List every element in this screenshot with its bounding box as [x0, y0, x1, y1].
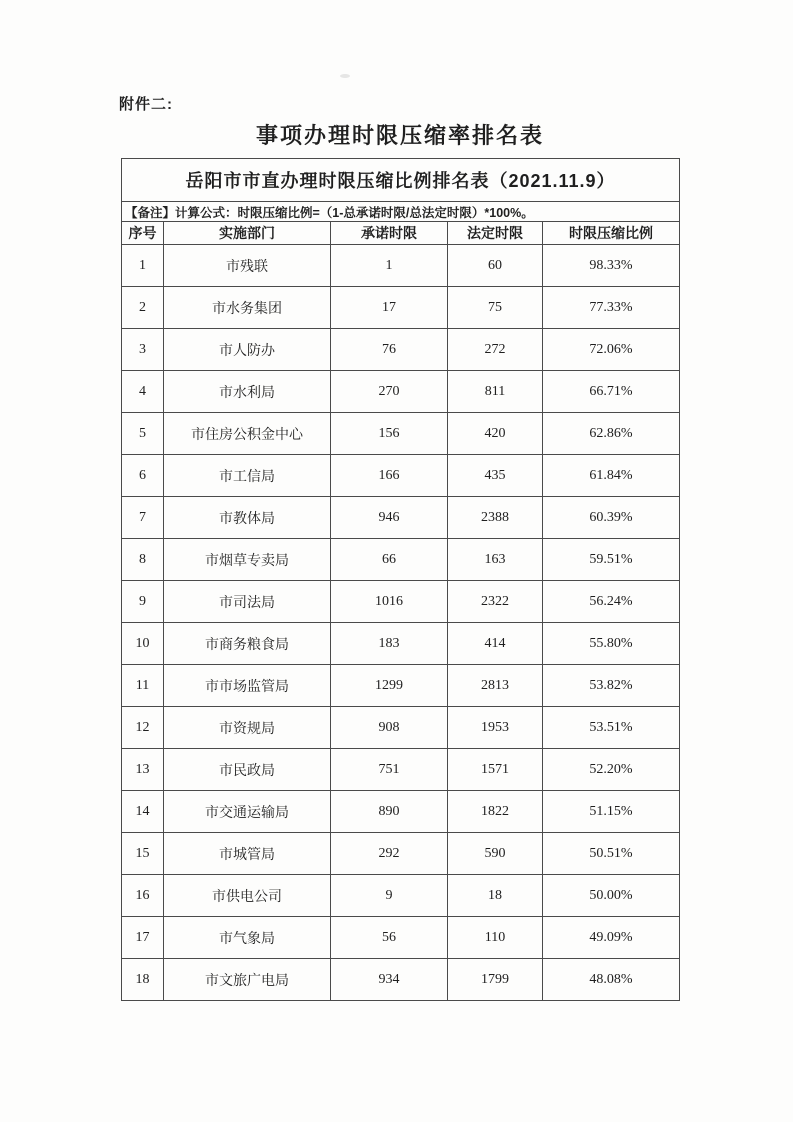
cell-promised-limit: 1299: [331, 665, 448, 707]
cell-promised-limit: 66: [331, 539, 448, 581]
cell-promised-limit: 9: [331, 875, 448, 917]
cell-statutory-limit: 414: [448, 623, 543, 665]
cell-department: 市住房公积金中心: [164, 413, 331, 455]
cell-compression-ratio: 53.82%: [543, 665, 680, 707]
cell-serial: 17: [122, 917, 164, 959]
cell-serial: 4: [122, 371, 164, 413]
cell-serial: 15: [122, 833, 164, 875]
table-row: [122, 707, 680, 749]
cell-department: 市水务集团: [164, 287, 331, 329]
table-row: [122, 413, 680, 455]
cell-promised-limit: 270: [331, 371, 448, 413]
cell-compression-ratio: 51.15%: [543, 791, 680, 833]
cell-compression-ratio: 50.51%: [543, 833, 680, 875]
cell-department: 市民政局: [164, 749, 331, 791]
cell-compression-ratio: 59.51%: [543, 539, 680, 581]
cell-statutory-limit: 2388: [448, 497, 543, 539]
cell-serial: 7: [122, 497, 164, 539]
table-note-row: [122, 202, 680, 222]
table-row: [122, 749, 680, 791]
cell-compression-ratio: 62.86%: [543, 413, 680, 455]
table-row: [122, 581, 680, 623]
cell-department: 市市场监管局: [164, 665, 331, 707]
cell-promised-limit: 166: [331, 455, 448, 497]
table-row: [122, 371, 680, 413]
attachment-label: 附件二:: [119, 96, 173, 113]
cell-department: 市司法局: [164, 581, 331, 623]
cell-compression-ratio: 98.33%: [543, 245, 680, 287]
cell-promised-limit: 17: [331, 287, 448, 329]
cell-compression-ratio: 53.51%: [543, 707, 680, 749]
cell-serial: 2: [122, 287, 164, 329]
cell-statutory-limit: 435: [448, 455, 543, 497]
table-row: [122, 329, 680, 371]
cell-statutory-limit: 1571: [448, 749, 543, 791]
table-title: 岳阳市市直办理时限压缩比例排名表（2021.11.9）: [122, 159, 680, 202]
table-row: [122, 287, 680, 329]
table-header-row: [122, 222, 680, 245]
table-body: [122, 245, 680, 1001]
cell-department: 市供电公司: [164, 875, 331, 917]
cell-statutory-limit: 163: [448, 539, 543, 581]
cell-statutory-limit: 1822: [448, 791, 543, 833]
cell-compression-ratio: 55.80%: [543, 623, 680, 665]
table-row: [122, 665, 680, 707]
table-note: 【备注】计算公式：时限压缩比例=（1-总承诺时限/总法定时限）*100%。: [122, 202, 680, 222]
cell-department: 市文旅广电局: [164, 959, 331, 1001]
cell-serial: 16: [122, 875, 164, 917]
table-row: [122, 791, 680, 833]
cell-department: 市城管局: [164, 833, 331, 875]
table-row: [122, 455, 680, 497]
cell-statutory-limit: 2813: [448, 665, 543, 707]
cell-serial: 3: [122, 329, 164, 371]
cell-statutory-limit: 18: [448, 875, 543, 917]
cell-statutory-limit: 420: [448, 413, 543, 455]
cell-compression-ratio: 77.33%: [543, 287, 680, 329]
cell-promised-limit: 890: [331, 791, 448, 833]
cell-department: 市水利局: [164, 371, 331, 413]
cell-promised-limit: 1016: [331, 581, 448, 623]
cell-promised-limit: 1: [331, 245, 448, 287]
ranking-table: [121, 158, 680, 1001]
cell-compression-ratio: 61.84%: [543, 455, 680, 497]
scan-artifact: [340, 74, 350, 78]
cell-promised-limit: 934: [331, 959, 448, 1001]
cell-promised-limit: 183: [331, 623, 448, 665]
cell-promised-limit: 156: [331, 413, 448, 455]
column-header-serial: 序号: [122, 222, 164, 245]
column-header-department: 实施部门: [164, 222, 331, 245]
cell-statutory-limit: 590: [448, 833, 543, 875]
cell-serial: 18: [122, 959, 164, 1001]
cell-serial: 11: [122, 665, 164, 707]
cell-compression-ratio: 49.09%: [543, 917, 680, 959]
cell-department: 市人防办: [164, 329, 331, 371]
cell-statutory-limit: 60: [448, 245, 543, 287]
table-row: [122, 917, 680, 959]
cell-compression-ratio: 48.08%: [543, 959, 680, 1001]
table-row: [122, 623, 680, 665]
cell-department: 市商务粮食局: [164, 623, 331, 665]
table-title-row: [122, 159, 680, 202]
cell-serial: 8: [122, 539, 164, 581]
cell-promised-limit: 292: [331, 833, 448, 875]
cell-department: 市气象局: [164, 917, 331, 959]
cell-compression-ratio: 60.39%: [543, 497, 680, 539]
cell-department: 市交通运输局: [164, 791, 331, 833]
cell-statutory-limit: 811: [448, 371, 543, 413]
table-row: [122, 539, 680, 581]
cell-compression-ratio: 56.24%: [543, 581, 680, 623]
cell-serial: 14: [122, 791, 164, 833]
cell-department: 市烟草专卖局: [164, 539, 331, 581]
cell-department: 市残联: [164, 245, 331, 287]
cell-statutory-limit: 110: [448, 917, 543, 959]
cell-department: 市资规局: [164, 707, 331, 749]
cell-serial: 5: [122, 413, 164, 455]
cell-serial: 10: [122, 623, 164, 665]
cell-compression-ratio: 66.71%: [543, 371, 680, 413]
cell-promised-limit: 908: [331, 707, 448, 749]
cell-statutory-limit: 1953: [448, 707, 543, 749]
cell-serial: 13: [122, 749, 164, 791]
column-header-ratio: 时限压缩比例: [543, 222, 680, 245]
page-title: 事项办理时限压缩率排名表: [255, 123, 544, 148]
cell-promised-limit: 946: [331, 497, 448, 539]
cell-serial: 1: [122, 245, 164, 287]
column-header-promised: 承诺时限: [331, 222, 448, 245]
cell-compression-ratio: 50.00%: [543, 875, 680, 917]
column-header-statutory: 法定时限: [448, 222, 543, 245]
cell-serial: 12: [122, 707, 164, 749]
table-row: [122, 875, 680, 917]
table-row: [122, 497, 680, 539]
cell-promised-limit: 751: [331, 749, 448, 791]
cell-promised-limit: 76: [331, 329, 448, 371]
cell-promised-limit: 56: [331, 917, 448, 959]
cell-statutory-limit: 272: [448, 329, 543, 371]
cell-statutory-limit: 1799: [448, 959, 543, 1001]
cell-serial: 9: [122, 581, 164, 623]
cell-statutory-limit: 75: [448, 287, 543, 329]
cell-department: 市教体局: [164, 497, 331, 539]
cell-compression-ratio: 72.06%: [543, 329, 680, 371]
cell-compression-ratio: 52.20%: [543, 749, 680, 791]
cell-statutory-limit: 2322: [448, 581, 543, 623]
cell-department: 市工信局: [164, 455, 331, 497]
table-row: [122, 959, 680, 1001]
table-row: [122, 833, 680, 875]
table-row: [122, 245, 680, 287]
table-head: [122, 159, 680, 245]
cell-serial: 6: [122, 455, 164, 497]
